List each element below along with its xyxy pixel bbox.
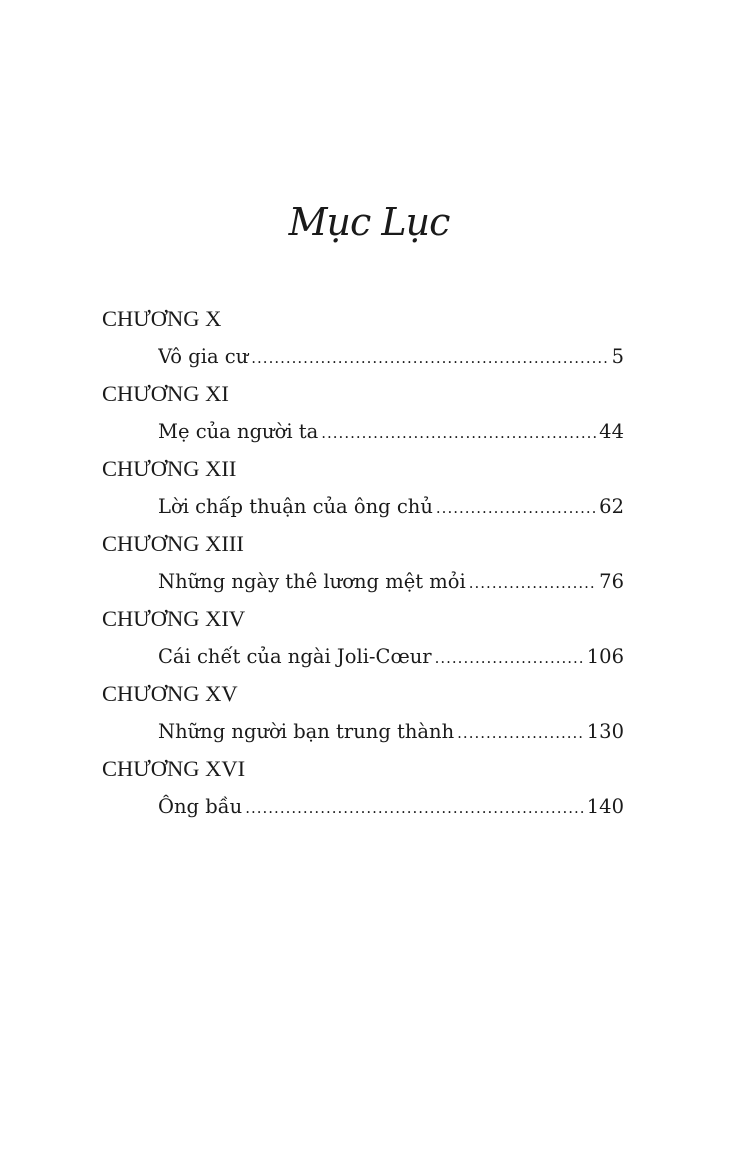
toc-entry	[158, 338, 624, 376]
entry-title: Những ngày thê lương mệt mỏi	[158, 569, 466, 593]
chapter-11	[102, 375, 624, 450]
entry-title: Mẹ của người ta	[158, 419, 319, 443]
entry-page-number: 130	[586, 719, 624, 743]
toc-entry	[158, 563, 624, 601]
entry-title: Những người bạn trung thành	[158, 719, 455, 743]
dot-leader	[251, 340, 609, 376]
entry-title: Ông bầu	[158, 794, 243, 818]
dot-leader	[245, 790, 585, 826]
chapter-heading: CHƯƠNG X	[102, 306, 222, 331]
entry-page-number: 76	[599, 569, 624, 593]
entry-title: Lời chấp thuận của ông chủ	[158, 494, 433, 518]
dot-leader	[321, 415, 597, 451]
chapter-10	[102, 300, 624, 375]
chapter-12	[102, 450, 624, 525]
toc-entry	[158, 638, 624, 676]
toc-title: Mục Lục	[288, 200, 450, 244]
chapter-heading: CHƯƠNG XVI	[102, 756, 246, 781]
chapter-heading: CHƯƠNG XV	[102, 681, 238, 706]
entry-page-number: 5	[611, 344, 624, 368]
toc-entry	[158, 488, 624, 526]
entry-page-number: 106	[586, 644, 624, 668]
toc-entry	[158, 788, 624, 826]
table-of-contents	[102, 300, 624, 825]
chapter-14	[102, 600, 624, 675]
chapter-heading: CHƯƠNG XII	[102, 456, 237, 481]
dot-leader	[436, 490, 597, 526]
entry-page-number: 62	[599, 494, 624, 518]
entry-title: Cái chết của ngài Joli-Cœur	[158, 644, 432, 668]
chapter-16	[102, 750, 624, 825]
dot-leader	[435, 640, 585, 676]
entry-title: Vô gia cư	[158, 344, 249, 368]
chapter-15	[102, 675, 624, 750]
chapter-heading: CHƯƠNG XI	[102, 381, 229, 406]
dot-leader	[457, 715, 585, 751]
toc-entry	[158, 713, 624, 751]
toc-entry	[158, 413, 624, 451]
chapter-heading: CHƯƠNG XIV	[102, 606, 246, 631]
entry-page-number: 140	[586, 794, 624, 818]
dot-leader	[469, 565, 597, 601]
chapter-13	[102, 525, 624, 600]
chapter-heading: CHƯƠNG XIII	[102, 531, 244, 556]
entry-page-number: 44	[599, 419, 624, 443]
